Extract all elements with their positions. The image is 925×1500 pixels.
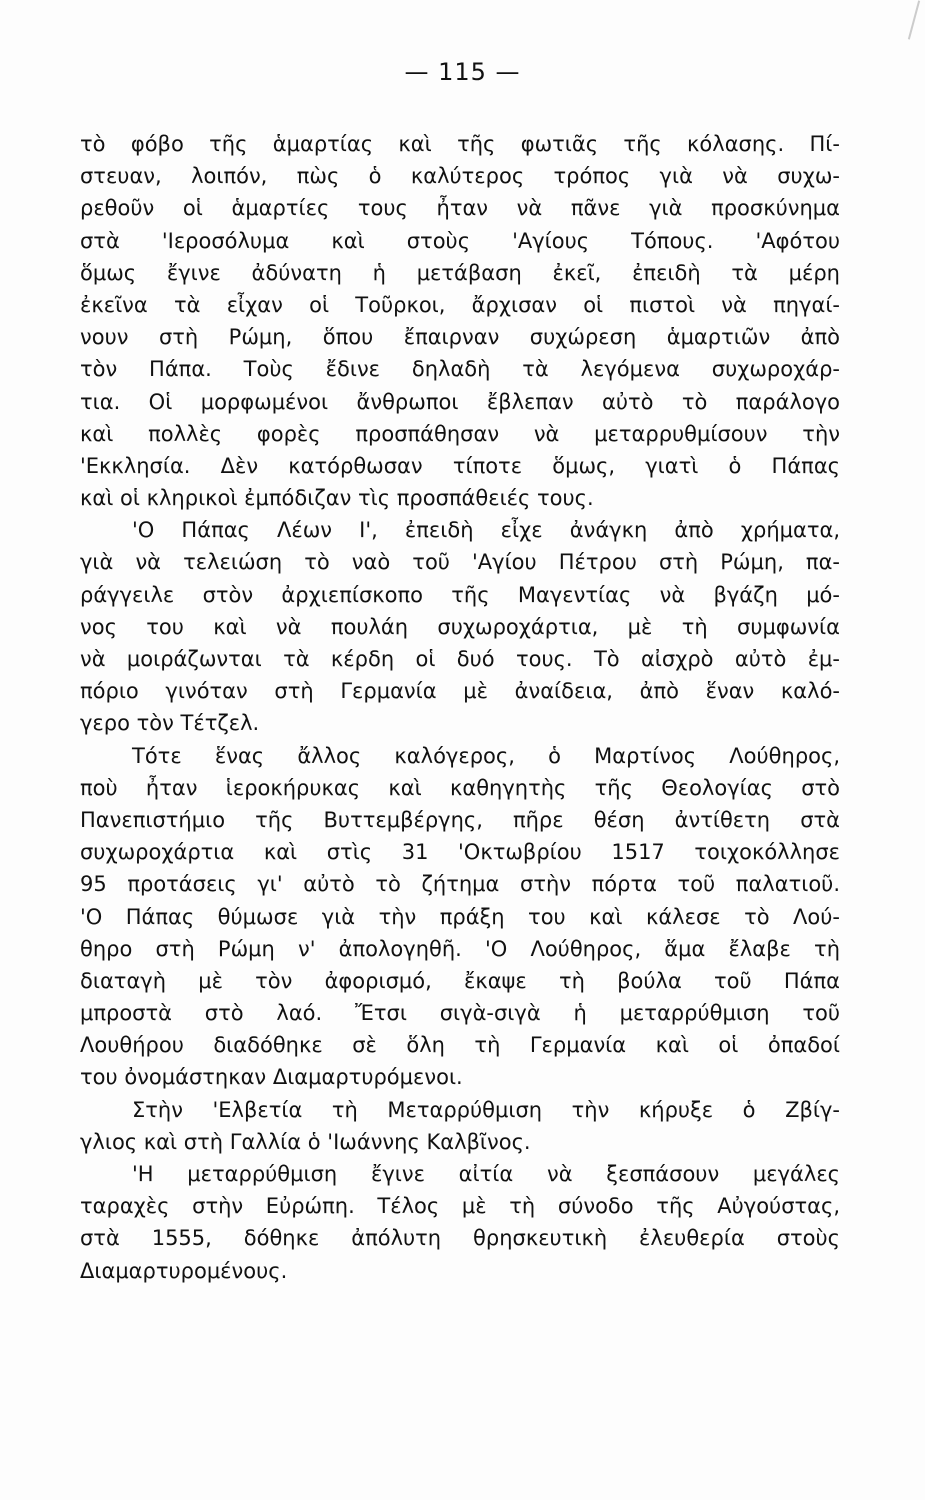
text-line: τια. Οἱ μορφωμένοι ἄνθρωποι ἔβλεπαν αὐτὸ τὸ παράλογο xyxy=(80,389,840,414)
text-line: ταραχὲς στὴν Εὐρώπη. Τέλος μὲ τὴ σύνοδο τῆς Αὐγούστας, xyxy=(80,1194,840,1219)
text-line: νουν στὴ Ρώμη, ὅπου ἔπαιρναν συχώρεση ἁμαρτιῶν ἀπὸ xyxy=(80,325,840,350)
paragraph xyxy=(80,1094,840,1158)
text-line: στὰ 1555, δόθηκε ἀπόλυτη θρησκευτικὴ ἐλευθερία στοὺς xyxy=(80,1226,840,1251)
text-line: Τότε ἕνας ἄλλος καλόγερος, ὁ Μαρτίνος Λούθηρος, xyxy=(132,743,840,768)
text-line: ἐκεῖνα τὰ εἶχαν οἱ Τοῦρκοι, ἄρχισαν οἱ πιστοὶ νὰ πηγαί- xyxy=(80,292,840,317)
text-line: γερο τὸν Τέτζελ. xyxy=(80,711,260,736)
text-line: ράγγειλε στὸν ἀρχιεπίσκοπο τῆς Μαγεντίας νὰ βγάζη μό- xyxy=(80,582,840,607)
text-line: διαταγὴ μὲ τὸν ἀφορισμό, ἔκαψε τὴ βούλα τοῦ Πάπα xyxy=(80,968,840,993)
text-line: στὰ 'Ιεροσόλυμα καὶ στοὺς 'Αγίους Τόπους. 'Αφότου xyxy=(80,228,840,253)
paragraph xyxy=(80,514,840,739)
text-line: 'Εκκλησία. Δὲν κατόρθωσαν τίποτε ὅμως, γιατὶ ὁ Πάπας xyxy=(80,453,840,478)
text-line: Πανεπιστήμιο τῆς Βυττεμβέργης, πῆρε θέση ἀντίθετη στὰ xyxy=(80,807,840,832)
text-line: μπροστὰ στὸ λαό. Ἔτσι σιγὰ-σιγὰ ἡ μεταρρύθμιση τοῦ xyxy=(80,1001,840,1026)
text-line: ρεθοῦν οἱ ἁμαρτίες τους ἦταν νὰ πᾶνε γιὰ προσκύνημα xyxy=(80,196,840,221)
paragraph xyxy=(80,128,840,514)
text-line: γλιος καὶ στὴ Γαλλία ὁ 'Ιωάννης Καλβῖνος. xyxy=(80,1129,531,1154)
text-line: γιὰ νὰ τελειώση τὸ ναὸ τοῦ 'Αγίου Πέτρου στὴ Ρώμη, πα- xyxy=(80,550,840,575)
page-number: — 115 — xyxy=(404,58,521,86)
text-line: τὸ φόβο τῆς ἁμαρτίας καὶ τῆς φωτιᾶς τῆς κόλασης. Πί- xyxy=(80,132,840,156)
text-line: νὰ μοιράζωνται τὰ κέρδη οἱ δυό τους. Τὸ αἰσχρὸ αὐτὸ ἐμ- xyxy=(80,647,840,671)
text-line: πόριο γινόταν στὴ Γερμανία μὲ ἀναίδεια, ἀπὸ ἕναν καλό- xyxy=(80,679,840,704)
paragraph xyxy=(80,1158,840,1287)
text-line: καὶ πολλὲς φορὲς προσπάθησαν νὰ μεταρρυθμίσουν τὴν xyxy=(80,421,840,446)
text-line: 'Ο Πάπας θύμωσε γιὰ τὴν πράξη του καὶ κάλεσε τὸ Λού- xyxy=(80,904,840,929)
text-line: θηρο στὴ Ρώμη ν' ἀπολογηθῆ. 'Ο Λούθηρος, ἅμα ἔλαβε τὴ xyxy=(80,936,840,961)
text-line: νος του καὶ νὰ πουλάη συχωροχάρτια, μὲ τὴ συμφωνία xyxy=(80,614,840,639)
page-edge-mark xyxy=(908,0,920,39)
text-line: Λουθήρου διαδόθηκε σὲ ὅλη τὴ Γερμανία καὶ οἱ ὀπαδοί xyxy=(80,1033,840,1058)
text-line: καὶ οἱ κληρικοὶ ἐμπόδιζαν τὶς προσπάθειές τους. xyxy=(80,486,594,511)
text-line: 95 προτάσεις γι' αὐτὸ τὸ ζήτημα στὴν πόρτα τοῦ παλατιοῦ. xyxy=(80,872,840,897)
paragraph xyxy=(80,740,840,1094)
text-line: στευαν, λοιπόν, πὼς ὁ καλύτερος τρόπος γιὰ νὰ συχω- xyxy=(80,164,840,189)
text-line: ποὺ ἦταν ἱεροκήρυκας καὶ καθηγητὴς τῆς Θεολογίας στὸ xyxy=(80,775,840,800)
text-line: Διαμαρτυρομένους. xyxy=(80,1258,288,1283)
text-line: ὅμως ἔγινε ἀδύνατη ἡ μετάβαση ἐκεῖ, ἐπειδὴ τὰ μέρη xyxy=(80,260,840,285)
text-line: τὸν Πάπα. Τοὺς ἔδινε δηλαδὴ τὰ λεγόμενα συχωροχάρ- xyxy=(80,357,840,382)
text-line: Στὴν 'Ελβετία τὴ Μεταρρύθμιση τὴν κήρυξε ὁ Ζβίγ- xyxy=(132,1097,840,1122)
text-line: του ὀνομάστηκαν Διαμαρτυρόμενοι. xyxy=(80,1065,463,1090)
text-line: 'Ο Πάπας Λέων Ι', ἐπειδὴ εἶχε ἀνάγκη ἀπὸ χρήματα, xyxy=(132,518,840,543)
text-line: 'Η μεταρρύθμιση ἔγινε αἰτία νὰ ξεσπάσουν μεγάλες xyxy=(132,1162,840,1186)
text-line: συχωροχάρτια καὶ στὶς 31 'Οκτωβρίου 1517 τοιχοκόλλησε xyxy=(80,840,840,865)
body-text xyxy=(80,128,840,1287)
